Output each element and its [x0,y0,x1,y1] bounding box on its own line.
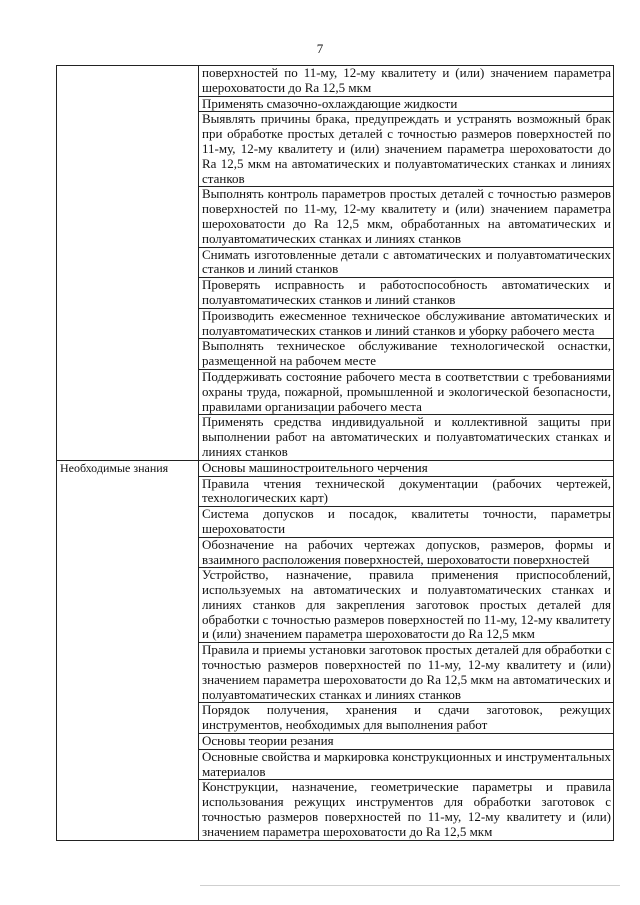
table-cell: Система допусков и посадок, квалитеты точности, параметры шероховатости [199,507,614,538]
table-cell: Выявлять причины брака, предупреждать и устранять возможный брак при обработке простых деталей с точностью размеров поверхностей по 11-му, 12-му квалитету и (или) значением параметра шероховатости до Ra 12,5 мкм на автоматических и полуавтоматических станках и линиях станков [199,112,614,187]
table-cell: поверхностей по 11-му, 12-му квалитету и (или) значением параметра шероховатости до Ra 12,5 мкм [199,66,614,97]
table-cell: Основы машиностроительного черчения [199,460,614,476]
table-cell: Проверять исправность и работоспособность автоматических и полуавтоматических станков и линий станков [199,278,614,309]
table-cell: Снимать изготовленные детали с автоматических и полуавтоматических станков и линий станков [199,247,614,278]
table-cell: Выполнять техническое обслуживание технологической оснастки, размещенной на рабочем месте [199,339,614,370]
table-cell: Применять средства индивидуальной и коллективной защиты при выполнении работ на автоматических и полуавтоматических станках и линиях станков [199,415,614,460]
section-label-skills [57,66,199,461]
table-cell: Основные свойства и маркировка конструкционных и инструментальных материалов [199,749,614,780]
table-cell: Порядок получения, хранения и сдачи заготовок, режущих инструментов, необходимых для выполнения работ [199,703,614,734]
table-cell: Правила чтения технической документации (рабочих чертежей, технологических карт) [199,476,614,507]
table-cell: Применять смазочно-охлаждающие жидкости [199,96,614,112]
table-row [57,460,614,476]
table-row [57,66,614,97]
table-cell: Производить ежесменное техническое обслуживание автоматических и полуавтоматических станков и линий станков и уборку рабочего места [199,308,614,339]
table-cell: Основы теории резания [199,734,614,750]
table-cell: Обозначение на рабочих чертежах допусков, размеров, формы и взаимного расположения поверхностей, шероховатости поверхностей [199,537,614,568]
requirements-table [56,65,614,841]
table-cell: Поддерживать состояние рабочего места в соответствии с требованиями охраны труда, пожарной, промышленной и экологической безопасности, правилами организации рабочего места [199,369,614,414]
table-cell: Устройство, назначение, правила применения приспособлений, используемых на автоматических и полуавтоматических станках и линиях станков для закрепления заготовок простых деталей для обработки с точностью размеров поверхностей по 11-му, 12-му квалитету и (или) значением параметра шероховатости до Ra 12,5 мкм [199,568,614,643]
table-cell: Выполнять контроль параметров простых деталей с точностью размеров поверхностей по 11-му, 12-му квалитету и (или) значением параметра шероховатости до Ra 12,5 мкм, обработанных на автоматических и полуавтоматических станках и линиях станков [199,187,614,247]
section-label-knowledge: Необходимые знания [57,460,199,840]
footer-divider [200,885,620,886]
page-number: 7 [316,41,324,56]
table-cell: Конструкции, назначение, геометрические параметры и правила использования режущих инструментов для обработки заготовок с точностью размеров поверхностей по 11-му, 12-му квалитету и (или) значением параметра шероховатости до Ra 12,5 мкм [199,780,614,840]
table-cell: Правила и приемы установки заготовок простых деталей для обработки с точностью размеров поверхностей по 11-му, 12-му квалитету и (или) значением параметра шероховатости до Ra 12,5 мкм на автоматических и полуавтоматических станках и линиях станков [199,643,614,703]
